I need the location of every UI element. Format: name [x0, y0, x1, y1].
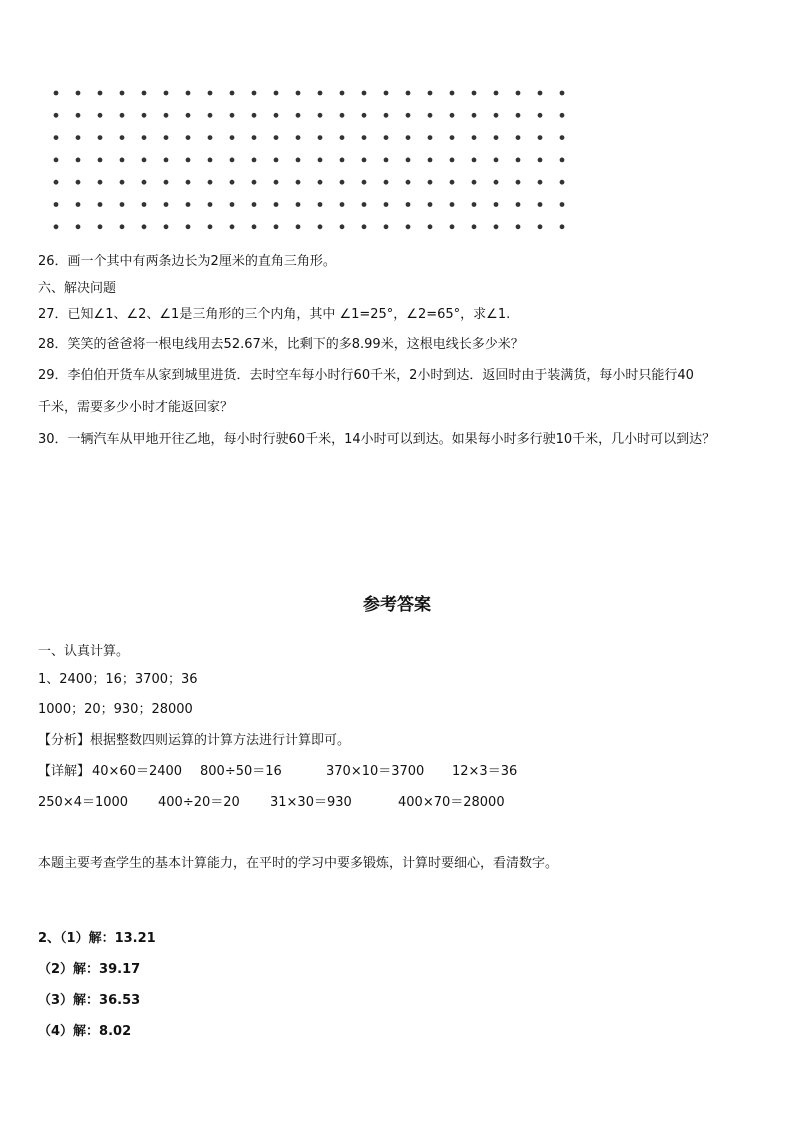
grid-dot — [274, 180, 279, 185]
grid-dot — [362, 224, 367, 229]
grid-dot — [120, 202, 125, 207]
answer-2-part2: （2）解：39.17 — [38, 962, 141, 977]
answer-2-part3: （3）解：36.53 — [38, 993, 141, 1008]
grid-dot — [164, 91, 169, 96]
detail-row-1 — [38, 760, 598, 778]
detail-item: 400×70＝28000 — [398, 795, 505, 810]
grid-dot — [208, 91, 213, 96]
grid-dot — [186, 158, 191, 163]
grid-dot — [164, 113, 169, 118]
grid-dot — [98, 91, 103, 96]
grid-dot — [560, 135, 565, 140]
grid-dot — [274, 224, 279, 229]
grid-dot — [340, 180, 345, 185]
answer-2-part4: （4）解：8.02 — [38, 1024, 132, 1039]
grid-dot — [120, 224, 125, 229]
grid-dot — [186, 113, 191, 118]
grid-dot — [384, 91, 389, 96]
grid-dot — [76, 135, 81, 140]
grid-dot — [76, 180, 81, 185]
grid-dot — [362, 91, 367, 96]
grid-dot — [428, 113, 433, 118]
grid-dot — [142, 158, 147, 163]
question-26: 26．画一个其中有两条边长为2厘米的直角三角形。 — [38, 254, 336, 269]
grid-dot — [98, 180, 103, 185]
grid-dot — [230, 202, 235, 207]
grid-dot — [384, 113, 389, 118]
grid-dot — [318, 180, 323, 185]
grid-dot — [296, 113, 301, 118]
question-29-line2: 千米，需要多少小时才能返回家？ — [38, 400, 234, 415]
grid-dot — [54, 180, 59, 185]
grid-dot — [406, 91, 411, 96]
grid-dot — [428, 158, 433, 163]
grid-dot — [164, 224, 169, 229]
grid-dot — [340, 224, 345, 229]
grid-dot — [274, 113, 279, 118]
grid-dot — [406, 202, 411, 207]
grid-dot — [252, 158, 257, 163]
grid-dot — [208, 224, 213, 229]
question-27: 27．已知∠1、∠2、∠1是三角形的三个内角，其中 ∠1=25°，∠2=65°，求∠1. — [38, 307, 511, 322]
grid-dot — [362, 158, 367, 163]
grid-dot — [296, 180, 301, 185]
grid-dot — [208, 158, 213, 163]
section-6-heading: 六、解决问题 — [38, 281, 117, 296]
grid-dot — [208, 202, 213, 207]
grid-dot — [516, 180, 521, 185]
grid-dot — [230, 91, 235, 96]
grid-dot — [252, 202, 257, 207]
grid-dot — [208, 113, 213, 118]
grid-dot — [560, 91, 565, 96]
grid-dot — [230, 158, 235, 163]
grid-dot — [340, 113, 345, 118]
grid-dot — [142, 91, 147, 96]
grid-dot — [428, 224, 433, 229]
grid-dot — [472, 224, 477, 229]
grid-dot — [296, 224, 301, 229]
grid-dot — [472, 113, 477, 118]
grid-dot — [450, 224, 455, 229]
grid-dot — [54, 135, 59, 140]
grid-dot — [76, 91, 81, 96]
grid-dot — [318, 91, 323, 96]
grid-dot — [186, 91, 191, 96]
grid-dot — [406, 113, 411, 118]
answers-title: 参考答案 — [363, 595, 431, 615]
grid-dot — [98, 113, 103, 118]
grid-dot — [538, 91, 543, 96]
grid-dot — [362, 113, 367, 118]
grid-dot — [494, 180, 499, 185]
grid-dot — [340, 135, 345, 140]
grid-dot — [538, 113, 543, 118]
grid-dot — [538, 202, 543, 207]
grid-dot — [362, 202, 367, 207]
grid-dot — [76, 224, 81, 229]
grid-dot — [164, 135, 169, 140]
grid-dot — [252, 224, 257, 229]
grid-dot — [76, 202, 81, 207]
grid-dot — [252, 135, 257, 140]
grid-dot — [494, 224, 499, 229]
grid-dot — [274, 91, 279, 96]
answers-section-1: 一、认真计算。 — [38, 644, 130, 659]
grid-dot — [428, 135, 433, 140]
grid-dot — [406, 158, 411, 163]
detail-item: 400÷20＝20 — [158, 795, 240, 810]
detail-item: 31×30＝930 — [270, 795, 352, 810]
grid-dot — [472, 202, 477, 207]
grid-dot — [142, 113, 147, 118]
grid-dot — [560, 158, 565, 163]
grid-dot — [98, 202, 103, 207]
grid-dot — [450, 135, 455, 140]
grid-dot — [428, 91, 433, 96]
detail-item: 250×4＝1000 — [38, 795, 129, 810]
grid-dot — [252, 113, 257, 118]
grid-dot — [142, 202, 147, 207]
grid-dot — [120, 91, 125, 96]
grid-dot — [406, 180, 411, 185]
grid-dot — [450, 113, 455, 118]
detail-label: 【详解】 — [38, 764, 91, 779]
grid-dot — [252, 180, 257, 185]
grid-dot — [516, 202, 521, 207]
grid-dot — [450, 202, 455, 207]
grid-dot — [494, 158, 499, 163]
grid-dot — [538, 180, 543, 185]
grid-dot — [384, 158, 389, 163]
grid-dot — [98, 224, 103, 229]
grid-dot — [494, 135, 499, 140]
grid-dot — [340, 158, 345, 163]
grid-dot — [450, 180, 455, 185]
grid-dot — [98, 158, 103, 163]
grid-dot — [516, 224, 521, 229]
grid-dot — [362, 135, 367, 140]
grid-dot — [120, 158, 125, 163]
grid-dot — [516, 158, 521, 163]
grid-dot — [472, 180, 477, 185]
grid-dot — [560, 180, 565, 185]
grid-dot — [516, 91, 521, 96]
grid-dot — [428, 202, 433, 207]
grid-dot — [472, 135, 477, 140]
grid-dot — [494, 202, 499, 207]
grid-dot — [296, 202, 301, 207]
summary-text: 本题主要考查学生的基本计算能力，在平时的学习中要多锻炼，计算时要细心，看清数字。 — [38, 856, 559, 871]
grid-dot — [230, 180, 235, 185]
detail-item: 800÷50＝16 — [200, 764, 282, 779]
detail-row-2 — [38, 791, 598, 809]
question-29-line1: 29．李伯伯开货车从家到城里进货．去时空车每小时行60千米，2小时到达．返回时由于装满货，每小时只能行40 — [38, 368, 694, 383]
grid-dot — [274, 202, 279, 207]
grid-dot — [560, 224, 565, 229]
grid-dot — [186, 180, 191, 185]
question-30: 30．一辆汽车从甲地开往乙地，每小时行驶60千米，14小时可以到达。如果每小时多行驶10千米，几小时可以到达？ — [38, 432, 716, 447]
grid-dot — [98, 135, 103, 140]
grid-dot — [120, 113, 125, 118]
grid-dot — [318, 224, 323, 229]
grid-dot — [164, 158, 169, 163]
grid-dot — [428, 180, 433, 185]
grid-dot — [54, 202, 59, 207]
grid-dot — [516, 113, 521, 118]
answer-1-line2: 1000；20；930；28000 — [38, 702, 193, 717]
grid-dot — [252, 91, 257, 96]
grid-dot — [318, 135, 323, 140]
grid-dot — [230, 224, 235, 229]
grid-dot — [538, 135, 543, 140]
grid-dot — [384, 202, 389, 207]
grid-dot — [318, 202, 323, 207]
grid-dot — [142, 135, 147, 140]
detail-item: 370×10＝3700 — [326, 764, 425, 779]
grid-dot — [384, 180, 389, 185]
grid-dot — [450, 91, 455, 96]
analysis-text: 【分析】根据整数四则运算的计算方法进行计算即可。 — [38, 733, 351, 748]
grid-dot — [186, 224, 191, 229]
grid-dot — [274, 135, 279, 140]
grid-dot — [472, 91, 477, 96]
grid-dot — [560, 202, 565, 207]
grid-dot — [296, 135, 301, 140]
grid-dot — [472, 158, 477, 163]
grid-dot — [494, 91, 499, 96]
grid-dot — [538, 158, 543, 163]
answer-1-line1: 1、2400；16；3700；36 — [38, 672, 198, 687]
grid-dot — [318, 113, 323, 118]
dot-grid — [48, 80, 578, 240]
grid-dot — [362, 180, 367, 185]
grid-dot — [384, 135, 389, 140]
grid-dot — [186, 202, 191, 207]
grid-dot — [76, 158, 81, 163]
grid-dot — [538, 224, 543, 229]
grid-dot — [54, 224, 59, 229]
grid-dot — [274, 158, 279, 163]
grid-dot — [230, 113, 235, 118]
grid-dot — [142, 224, 147, 229]
grid-dot — [186, 135, 191, 140]
detail-item: 40×60＝2400 — [92, 764, 183, 779]
grid-dot — [296, 158, 301, 163]
grid-dot — [120, 135, 125, 140]
grid-dot — [296, 91, 301, 96]
grid-dot — [54, 113, 59, 118]
grid-dot — [54, 91, 59, 96]
question-28: 28．笑笑的爸爸将一根电线用去52.67米，比剩下的多8.99米，这根电线长多少米？ — [38, 337, 524, 352]
grid-dot — [76, 113, 81, 118]
grid-dot — [406, 135, 411, 140]
grid-dot — [560, 113, 565, 118]
grid-dot — [494, 113, 499, 118]
grid-dot — [208, 135, 213, 140]
grid-dot — [120, 180, 125, 185]
grid-dot — [142, 180, 147, 185]
grid-dot — [450, 158, 455, 163]
grid-dot — [164, 180, 169, 185]
detail-item: 12×3＝36 — [452, 764, 518, 779]
grid-dot — [318, 158, 323, 163]
grid-dot — [340, 91, 345, 96]
grid-dot — [384, 224, 389, 229]
answer-2-part1: 2、（1）解：13.21 — [38, 931, 156, 946]
grid-dot — [208, 180, 213, 185]
grid-dot — [54, 158, 59, 163]
grid-dot — [516, 135, 521, 140]
grid-dot — [406, 224, 411, 229]
grid-dot — [340, 202, 345, 207]
grid-dot — [230, 135, 235, 140]
grid-dot — [164, 202, 169, 207]
